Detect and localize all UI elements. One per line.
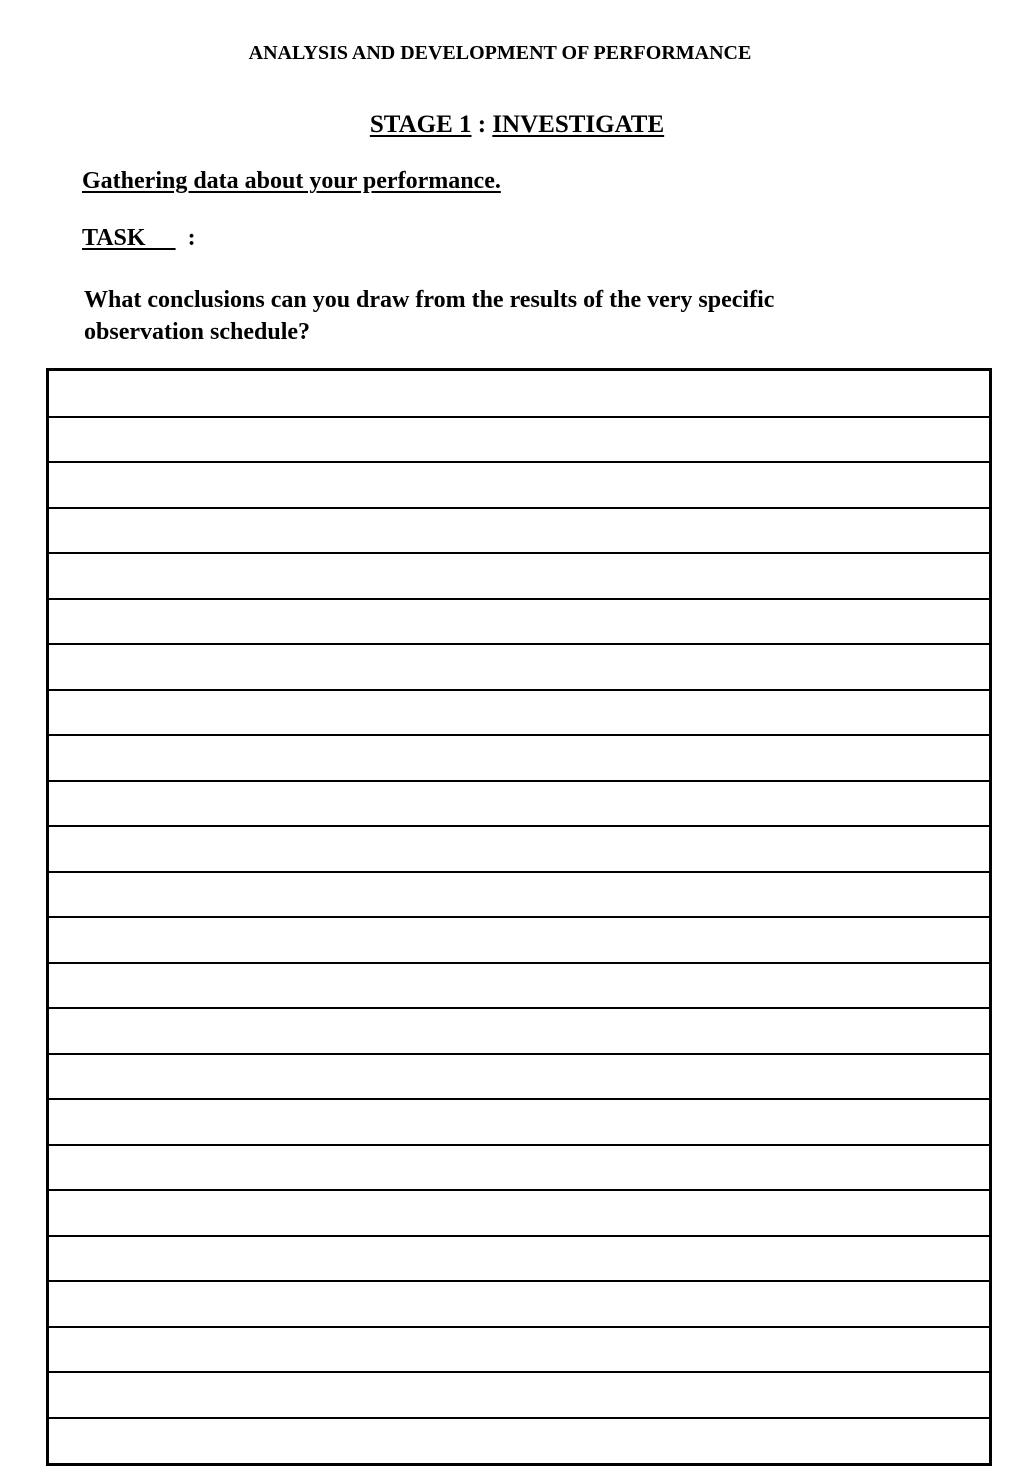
task-label: TASK xyxy=(82,225,176,251)
ruled-line xyxy=(49,1371,989,1373)
ruled-line xyxy=(49,871,989,873)
ruled-line xyxy=(49,780,989,782)
stage-heading xyxy=(0,111,1024,139)
ruled-line xyxy=(49,598,989,600)
ruled-line xyxy=(49,916,989,918)
ruled-line xyxy=(49,1098,989,1100)
stage-name: INVESTIGATE xyxy=(492,111,665,138)
ruled-line xyxy=(49,416,989,418)
ruled-line xyxy=(49,643,989,645)
ruled-line xyxy=(49,1280,989,1282)
section-heading: Gathering data about your performance. xyxy=(82,168,501,194)
ruled-line xyxy=(49,825,989,827)
ruled-line xyxy=(49,1007,989,1009)
ruled-line xyxy=(49,734,989,736)
ruled-line xyxy=(49,1189,989,1191)
ruled-line xyxy=(49,1417,989,1419)
ruled-line xyxy=(49,461,989,463)
ruled-line xyxy=(49,1326,989,1328)
task-colon: : xyxy=(175,225,196,251)
ruled-line xyxy=(49,689,989,691)
document-header: ANALYSIS AND DEVELOPMENT OF PERFORMANCE xyxy=(248,42,752,64)
stage-label: STAGE 1 xyxy=(369,111,472,138)
question-text: What conclusions can you draw from the results of the very specific observation schedule? xyxy=(84,287,775,345)
answer-writing-area[interactable] xyxy=(46,368,992,1466)
ruled-line xyxy=(49,962,989,964)
ruled-line xyxy=(49,1144,989,1146)
stage-separator: : xyxy=(471,111,493,138)
ruled-line xyxy=(49,1235,989,1237)
ruled-line xyxy=(49,552,989,554)
task-line xyxy=(82,225,196,252)
ruled-line xyxy=(49,1053,989,1055)
ruled-line xyxy=(49,507,989,509)
